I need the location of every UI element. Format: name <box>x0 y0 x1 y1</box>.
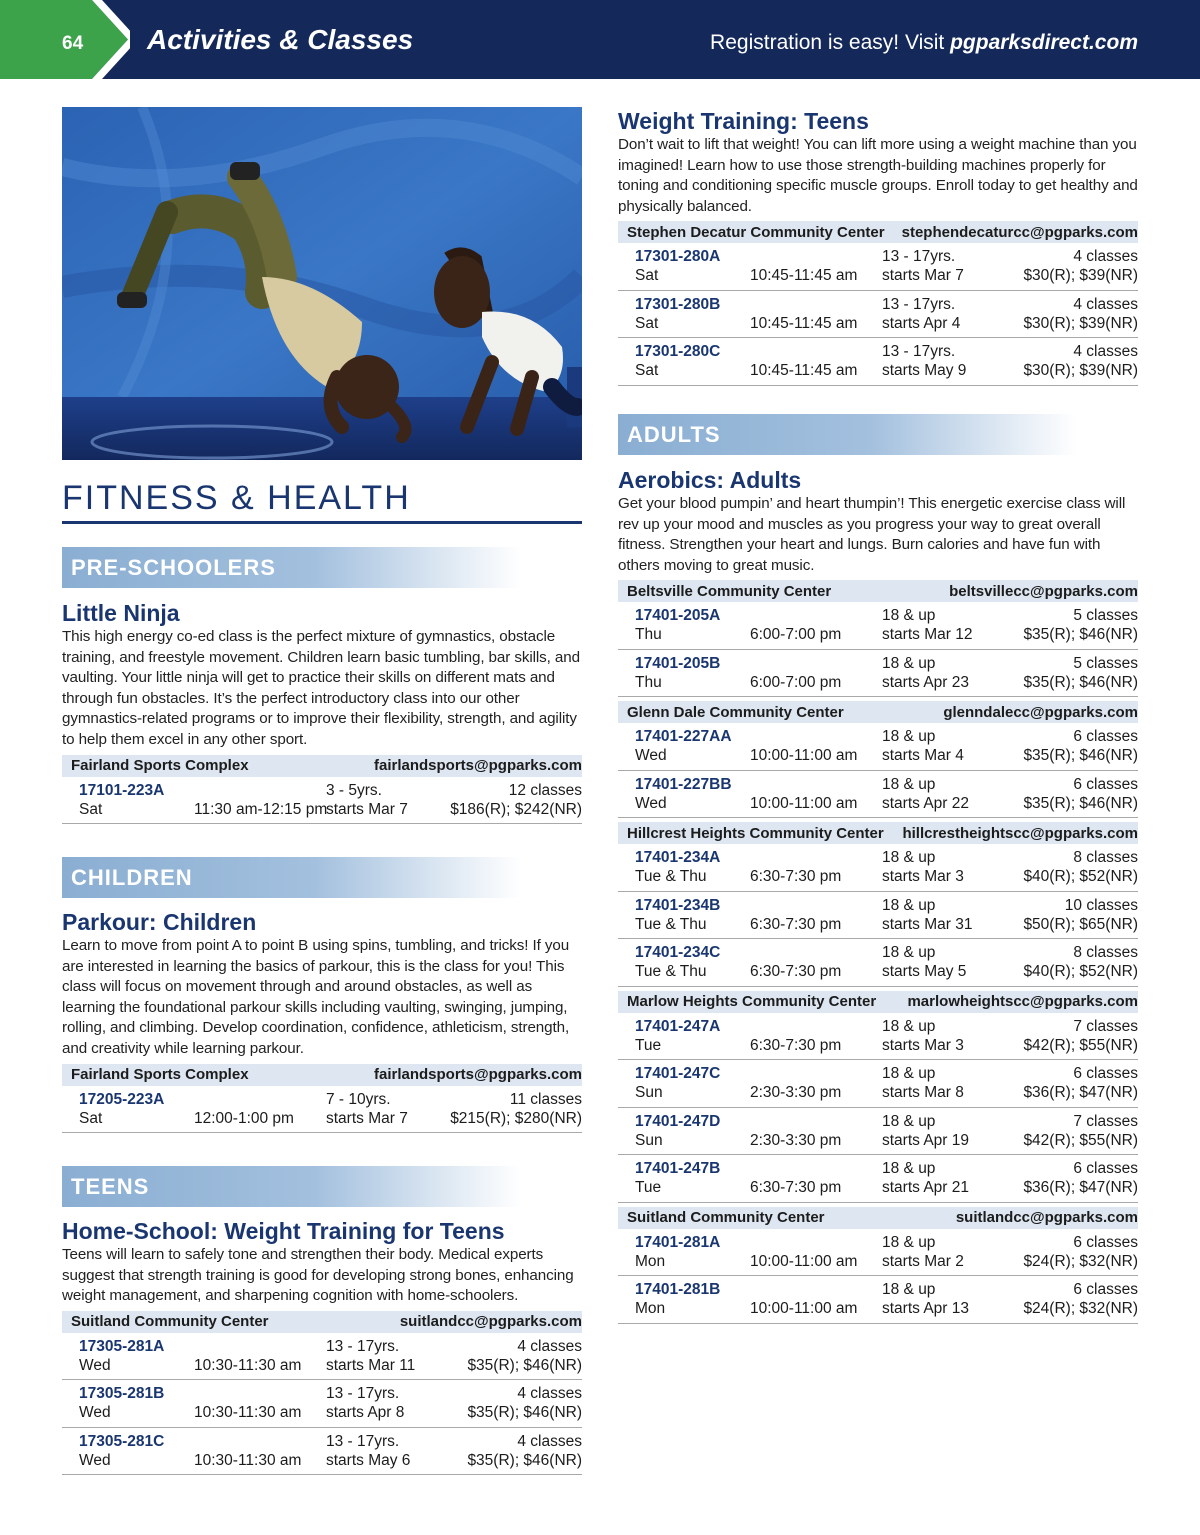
class-fee: $35(R); $46(NR) <box>467 1356 582 1374</box>
class-row <box>618 1276 1138 1324</box>
location-name: Fairland Sports Complex <box>71 1066 249 1084</box>
class-table <box>618 723 1138 818</box>
class-count: 5 classes <box>1073 654 1138 672</box>
location-bar <box>62 755 582 777</box>
location-bar <box>618 991 1138 1013</box>
location-email[interactable]: hillcrestheightscc@pgparks.com <box>902 824 1138 842</box>
class-age: 18 & up <box>882 1281 936 1299</box>
class-count: 4 classes <box>1073 248 1138 266</box>
class-count: 6 classes <box>1073 1065 1138 1083</box>
class-time: 6:30-7:30 pm <box>750 915 842 933</box>
class-start-date: starts Mar 4 <box>882 747 964 765</box>
class-code: 17401-247C <box>635 1065 721 1083</box>
program-title: Weight Training: Teens <box>618 108 869 134</box>
class-start-date: starts Mar 31 <box>882 915 973 933</box>
class-age: 7 - 10yrs. <box>326 1090 391 1108</box>
class-age: 18 & up <box>882 728 936 746</box>
program-little-ninja <box>62 600 582 824</box>
program-title: Home-School: Weight Training for Teens <box>62 1218 505 1244</box>
class-age: 18 & up <box>882 775 936 793</box>
aerobics-location-groups <box>618 580 1138 1324</box>
class-code: 17301-280C <box>635 343 721 361</box>
class-count: 7 classes <box>1073 1017 1138 1035</box>
class-row <box>618 844 1138 892</box>
class-day: Sat <box>635 362 659 380</box>
class-code: 17401-205A <box>635 607 721 625</box>
location-email[interactable]: stephendecaturcc@pgparks.com <box>901 223 1138 241</box>
class-start-date: starts Mar 2 <box>882 1252 964 1270</box>
class-row <box>618 1108 1138 1156</box>
location-name: Hillcrest Heights Community Center <box>627 824 884 842</box>
location-name: Fairland Sports Complex <box>71 757 249 775</box>
class-fee: $35(R); $46(NR) <box>1023 673 1138 691</box>
class-age: 18 & up <box>882 896 936 914</box>
class-time: 2:30-3:30 pm <box>750 1084 842 1102</box>
class-count: 12 classes <box>508 781 582 799</box>
location-email[interactable]: glenndalecc@pgparks.com <box>943 703 1138 721</box>
program-weight-training-teens <box>618 108 1138 386</box>
class-age: 13 - 17yrs. <box>326 1432 400 1450</box>
program-aerobics-adults <box>618 467 1138 1324</box>
class-fee: $30(R); $39(NR) <box>1023 267 1138 285</box>
class-row <box>618 771 1138 819</box>
location-name: Marlow Heights Community Center <box>627 993 877 1011</box>
section-title: FITNESS & HEALTH <box>62 479 582 524</box>
class-time: 6:00-7:00 pm <box>750 673 842 691</box>
class-time: 10:00-11:00 am <box>750 747 858 765</box>
location-bar <box>62 1311 582 1333</box>
class-count: 11 classes <box>509 1090 582 1108</box>
class-day: Sat <box>635 267 659 285</box>
location-bar <box>618 221 1138 243</box>
class-fee: $215(R); $280(NR) <box>450 1109 582 1127</box>
class-count: 4 classes <box>517 1432 582 1450</box>
class-time: 2:30-3:30 pm <box>750 1131 842 1149</box>
class-count: 4 classes <box>1073 343 1138 361</box>
class-day: Thu <box>635 673 662 691</box>
class-code: 17401-227AA <box>635 728 732 746</box>
location-email[interactable]: suitlandcc@pgparks.com <box>399 1313 582 1331</box>
class-table <box>62 777 582 825</box>
class-start-date: starts Apr 4 <box>882 314 961 332</box>
class-fee: $186(R); $242(NR) <box>450 800 582 818</box>
class-day: Sun <box>635 1084 663 1102</box>
class-day: Sat <box>79 1109 103 1127</box>
class-fee: $35(R); $46(NR) <box>467 1404 582 1422</box>
class-table <box>62 1086 582 1134</box>
class-start-date: starts Mar 11 <box>326 1356 416 1374</box>
class-time: 10:45-11:45 am <box>750 314 858 332</box>
class-time: 6:00-7:00 pm <box>750 626 842 644</box>
class-start-date: starts Apr 19 <box>882 1131 970 1149</box>
class-table <box>618 243 1138 386</box>
class-time: 6:30-7:30 pm <box>750 963 842 981</box>
class-day: Tue & Thu <box>635 915 707 933</box>
class-code: 17305-281B <box>79 1385 165 1403</box>
class-day: Wed <box>79 1451 111 1469</box>
class-day: Mon <box>635 1252 666 1270</box>
class-day: Wed <box>635 747 667 765</box>
location-email[interactable]: marlowheightscc@pgparks.com <box>907 993 1138 1011</box>
class-row <box>618 1155 1138 1203</box>
program-title: Aerobics: Adults <box>618 467 802 493</box>
location-email[interactable]: fairlandsports@pgparks.com <box>373 1066 582 1084</box>
class-code: 17401-234C <box>635 944 721 962</box>
class-row <box>618 338 1138 386</box>
class-time: 10:45-11:45 am <box>750 267 858 285</box>
class-fee: $35(R); $46(NR) <box>467 1451 582 1469</box>
class-time: 11:30 am-12:15 pm <box>194 800 328 818</box>
location-email[interactable]: fairlandsports@pgparks.com <box>373 757 582 775</box>
location-bar <box>618 580 1138 602</box>
class-code: 17305-281C <box>79 1432 165 1450</box>
class-code: 17401-247B <box>635 1160 721 1178</box>
class-time: 10:30-11:30 am <box>194 1356 302 1374</box>
location-name: Beltsville Community Center <box>627 582 832 600</box>
class-fee: $30(R); $39(NR) <box>1023 314 1138 332</box>
location-bar <box>62 1064 582 1086</box>
class-time: 10:45-11:45 am <box>750 362 858 380</box>
class-day: Wed <box>79 1356 111 1374</box>
location-bar <box>618 822 1138 844</box>
class-age: 18 & up <box>882 1112 936 1130</box>
location-name: Glenn Dale Community Center <box>627 703 844 721</box>
class-time: 10:00-11:00 am <box>750 1300 858 1318</box>
class-time: 12:00-1:00 pm <box>194 1109 294 1127</box>
class-count: 4 classes <box>1073 295 1138 313</box>
class-age: 13 - 17yrs. <box>326 1337 400 1355</box>
class-code: 17305-281A <box>79 1337 165 1355</box>
class-day: Wed <box>79 1404 111 1422</box>
class-start-date: starts Mar 7 <box>326 1109 408 1127</box>
class-start-date: starts May 5 <box>882 963 967 981</box>
location-bar <box>618 1207 1138 1229</box>
class-start-date: starts Mar 3 <box>882 1036 964 1054</box>
class-age: 13 - 17yrs. <box>326 1385 400 1403</box>
class-start-date: starts May 9 <box>882 362 967 380</box>
class-code: 17205-223A <box>79 1090 165 1108</box>
class-code: 17301-280B <box>635 295 721 313</box>
class-start-date: starts Apr 23 <box>882 673 970 691</box>
category-band-children: CHILDREN <box>62 857 521 898</box>
registration-note <box>710 31 1138 55</box>
page-header <box>0 0 1200 79</box>
class-fee: $35(R); $46(NR) <box>1023 794 1138 812</box>
class-row <box>618 892 1138 940</box>
class-table <box>618 1013 1138 1203</box>
class-day: Tue <box>635 1179 662 1197</box>
class-time: 6:30-7:30 pm <box>750 1179 842 1197</box>
class-row <box>618 939 1138 987</box>
class-age: 18 & up <box>882 1160 936 1178</box>
class-fee: $42(R); $55(NR) <box>1023 1131 1138 1149</box>
class-day: Sat <box>79 800 103 818</box>
class-day: Tue & Thu <box>635 963 707 981</box>
class-fee: $42(R); $55(NR) <box>1023 1036 1138 1054</box>
page-number: 64 <box>62 33 84 54</box>
class-start-date: starts Apr 21 <box>882 1179 970 1197</box>
program-description: Get your blood pumpin’ and heart thumpin’! This energetic exercise class will rev up your mood and muscles as you progress your way to great overall fitness. Strengthen your heart and lungs. Burn calories and have fun with others moving to great music. <box>618 495 1126 574</box>
class-fee: $24(R); $32(NR) <box>1023 1300 1138 1318</box>
class-row <box>618 1060 1138 1108</box>
class-fee: $35(R); $46(NR) <box>1023 626 1138 644</box>
class-row <box>618 243 1138 291</box>
class-code: 17401-247D <box>635 1112 721 1130</box>
class-code: 17401-227BB <box>635 775 732 793</box>
program-description: Don’t wait to lift that weight! You can lift more using a weight machine than you imagined! Learn how to use those strength-building machines properly for toning and conditioning specific muscle groups. Enroll today to get healthy and physically balanced. <box>618 136 1138 215</box>
class-row <box>618 1013 1138 1061</box>
class-fee: $40(R); $52(NR) <box>1023 963 1138 981</box>
location-name: Stephen Decatur Community Center <box>627 223 885 241</box>
location-email[interactable]: suitlandcc@pgparks.com <box>955 1209 1138 1227</box>
children-tumbling-photo <box>62 107 582 460</box>
class-count: 6 classes <box>1073 1160 1138 1178</box>
class-age: 13 - 17yrs. <box>882 295 956 313</box>
class-time: 6:30-7:30 pm <box>750 1036 842 1054</box>
program-title: Little Ninja <box>62 600 180 626</box>
class-day: Wed <box>635 794 667 812</box>
class-start-date: starts Mar 7 <box>326 800 408 818</box>
class-day: Sat <box>635 314 659 332</box>
class-count: 6 classes <box>1073 1281 1138 1299</box>
class-fee: $35(R); $46(NR) <box>1023 747 1138 765</box>
location-name: Suitland Community Center <box>71 1313 269 1331</box>
class-code: 17401-281A <box>635 1233 721 1251</box>
category-band-adults: ADULTS <box>618 414 1077 455</box>
class-row <box>62 1333 582 1381</box>
class-age: 18 & up <box>882 654 936 672</box>
class-row <box>62 1380 582 1428</box>
class-start-date: starts Mar 3 <box>882 868 964 886</box>
class-start-date: starts May 6 <box>326 1451 411 1469</box>
program-description: Teens will learn to safely tone and strengthen their body. Medical experts suggest that strength training is good for developing strong bones, enhancing weight management, and sharpening cognition with home-schoolers. <box>62 1246 574 1305</box>
class-count: 5 classes <box>1073 607 1138 625</box>
class-count: 8 classes <box>1073 849 1138 867</box>
class-day: Mon <box>635 1300 666 1318</box>
class-row <box>618 602 1138 650</box>
class-start-date: starts Apr 8 <box>326 1404 405 1422</box>
class-code: 17301-280A <box>635 248 721 266</box>
class-time: 6:30-7:30 pm <box>750 868 842 886</box>
class-count: 8 classes <box>1073 944 1138 962</box>
class-count: 6 classes <box>1073 1233 1138 1251</box>
class-row <box>62 777 582 825</box>
class-age: 18 & up <box>882 1065 936 1083</box>
category-band-preschoolers: PRE-SCHOOLERS <box>62 547 521 588</box>
class-start-date: starts Mar 8 <box>882 1084 964 1102</box>
location-email[interactable]: beltsvillecc@pgparks.com <box>949 582 1138 600</box>
registration-text: Registration is easy! Visit <box>710 31 951 54</box>
class-code: 17401-281B <box>635 1281 721 1299</box>
class-count: 7 classes <box>1073 1112 1138 1130</box>
category-band-teens: TEENS <box>62 1166 521 1207</box>
class-code: 17401-234A <box>635 849 721 867</box>
class-day: Sun <box>635 1131 663 1149</box>
program-title: Parkour: Children <box>62 909 257 935</box>
class-fee: $24(R); $32(NR) <box>1023 1252 1138 1270</box>
class-row <box>618 291 1138 339</box>
program-description: This high energy co-ed class is the perfect mixture of gymnastics, obstacle training, and freestyle movement. Children learn basic tumbling, bar skills, and vaulting. Your little ninja will get to practice their skills on different mats and through fun obstacles. It’s the perfect introductory class into our other gymnastics-related programs or to improve their flexibility, strength, and agility to help them excel in any other sport. <box>62 628 580 748</box>
class-age: 3 - 5yrs. <box>326 781 382 799</box>
class-age: 18 & up <box>882 1233 936 1251</box>
class-row <box>618 1229 1138 1277</box>
program-homeschool-weight-training <box>62 1218 582 1475</box>
class-fee: $50(R); $65(NR) <box>1023 915 1138 933</box>
location-name: Suitland Community Center <box>627 1209 825 1227</box>
program-parkour-children <box>62 909 582 1133</box>
class-code: 17101-223A <box>79 781 165 799</box>
class-code: 17401-234B <box>635 896 721 914</box>
class-count: 4 classes <box>517 1337 582 1355</box>
class-time: 10:30-11:30 am <box>194 1404 302 1422</box>
class-fee: $36(R); $47(NR) <box>1023 1179 1138 1197</box>
header-title: Activities & Classes <box>147 24 414 55</box>
class-fee: $40(R); $52(NR) <box>1023 868 1138 886</box>
class-day: Tue <box>635 1036 662 1054</box>
class-age: 18 & up <box>882 1017 936 1035</box>
class-age: 18 & up <box>882 944 936 962</box>
registration-link[interactable]: pgparksdirect.com <box>950 31 1138 54</box>
class-row <box>618 723 1138 771</box>
class-time: 10:30-11:30 am <box>194 1451 302 1469</box>
class-start-date: starts Mar 7 <box>882 267 964 285</box>
class-table <box>618 1229 1138 1324</box>
class-time: 10:00-11:00 am <box>750 794 858 812</box>
class-day: Thu <box>635 626 662 644</box>
class-count: 4 classes <box>517 1385 582 1403</box>
class-age: 18 & up <box>882 849 936 867</box>
class-row <box>62 1086 582 1134</box>
class-count: 6 classes <box>1073 775 1138 793</box>
class-fee: $36(R); $47(NR) <box>1023 1084 1138 1102</box>
class-count: 6 classes <box>1073 728 1138 746</box>
class-time: 10:00-11:00 am <box>750 1252 858 1270</box>
class-start-date: starts Mar 12 <box>882 626 973 644</box>
class-table <box>618 602 1138 697</box>
class-code: 17401-247A <box>635 1017 721 1035</box>
class-day: Tue & Thu <box>635 868 707 886</box>
class-count: 10 classes <box>1064 896 1138 914</box>
class-code: 17401-205B <box>635 654 721 672</box>
class-start-date: starts Apr 22 <box>882 794 970 812</box>
class-row <box>62 1428 582 1476</box>
class-row <box>618 650 1138 698</box>
class-age: 13 - 17yrs. <box>882 248 956 266</box>
location-bar <box>618 701 1138 723</box>
class-fee: $30(R); $39(NR) <box>1023 362 1138 380</box>
class-age: 13 - 17yrs. <box>882 343 956 361</box>
program-description: Learn to move from point A to point B using spins, tumbling, and tricks! If you are interested in learning the basics of parkour, this is the class for you! This class will focus on movement through and around obstacles, as well as learning the foundational parkour skills including vaulting, swinging, jumping, rolling, and climbing. Develop coordination, confidence, athleticism, strength, and creativity while learning parkour. <box>62 937 570 1057</box>
class-table <box>62 1333 582 1476</box>
class-table <box>618 844 1138 987</box>
class-age: 18 & up <box>882 607 936 625</box>
class-start-date: starts Apr 13 <box>882 1300 970 1318</box>
